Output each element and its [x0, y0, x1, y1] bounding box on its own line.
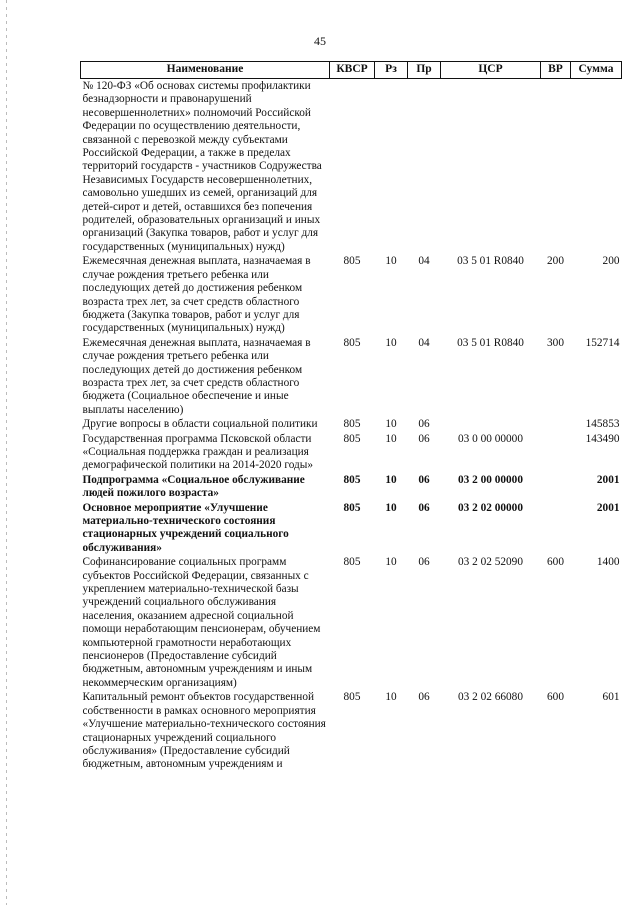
header-csr: ЦСР	[441, 62, 541, 79]
cell-vr: 600	[547, 556, 564, 569]
cell-pr: 06	[418, 556, 430, 569]
header-vr: ВР	[541, 62, 571, 79]
cell-vr	[541, 79, 571, 255]
cell-pr: 06	[418, 418, 430, 431]
cell-csr	[441, 79, 541, 255]
cell-csr	[441, 417, 541, 431]
cell-csr: 03 2 02 00000	[458, 501, 523, 514]
cell-kvsr: 805	[343, 556, 361, 569]
cell-pr: 04	[418, 336, 430, 349]
header-name: Наименование	[81, 62, 330, 79]
cell-sum: 2001	[596, 501, 620, 514]
cell-rz: 10	[385, 336, 397, 349]
cell-pr: 06	[418, 501, 430, 514]
cell-sum: 143490	[585, 432, 620, 445]
cell-kvsr: 805	[343, 432, 361, 445]
cell-csr: 03 2 00 00000	[458, 473, 523, 486]
cell-vr	[541, 432, 571, 473]
cell-kvsr: 805	[343, 336, 361, 349]
cell-sum	[571, 79, 622, 255]
cell-vr: 200	[547, 255, 564, 268]
cell-kvsr	[330, 79, 375, 255]
cell-sum: 145853	[585, 418, 620, 431]
table-row	[81, 432, 622, 473]
header-sum: Сумма	[571, 62, 622, 79]
cell-pr: 06	[418, 432, 430, 445]
cell-csr: 03 0 00 00000	[458, 432, 523, 445]
header-rz: Рз	[375, 62, 408, 79]
cell-rz: 10	[385, 418, 397, 431]
cell-pr: 04	[418, 255, 430, 268]
cell-vr: 300	[547, 336, 564, 349]
cell-name: № 120-ФЗ «Об основах системы профилактики безнадзорности и правонарушений несовершеннолетних» полномочий Российской Федерации по осуществлению деятельности, связанной с перевозкой между субъектами Российской Федерации, а также в пределах территорий государств - участников Содружества Независимых Государств несовершеннолетних, самовольно ушедших из семей, организаций для детей-сирот и детей, оставшихся без попечения родителей, образовательных организаций и иных организаций (Закупка товаров, работ и услуг для государственных (муниципальных) нужд)	[82, 80, 322, 253]
table-header-row	[81, 62, 622, 79]
table-row	[81, 555, 622, 690]
cell-name: Основное мероприятие «Улучшение материально-технического состояния стационарных учреждений социального обслуживания»	[82, 501, 289, 554]
table-row	[81, 690, 622, 771]
table-row	[81, 79, 622, 255]
cell-rz	[375, 79, 408, 255]
cell-name: Государственная программа Псковской области «Социальная поддержка граждан и реализация демографической политики на 2014-2020 годы»	[82, 432, 314, 472]
cell-name: Подпрограмма «Социальное обслуживание людей пожилого возраста»	[82, 473, 305, 500]
table-row	[81, 501, 622, 556]
cell-name: Софинансирование социальных программ субъектов Российской Федерации, связанных с укреплением материально-технической базы учреждений социального обслуживания населения, оказанием адресной социальной помощи неработающим пенсионерам, обучением компьютерной грамотности неработающих пенсионеров (Предоставление субсидий бюджетным, автономным учреждениям и иным некоммерческим организациям)	[82, 556, 321, 689]
header-kvsr: КВСР	[330, 62, 375, 79]
budget-table	[80, 61, 622, 772]
cell-csr: 03 2 02 52090	[458, 556, 523, 569]
cell-kvsr: 805	[343, 691, 361, 704]
cell-sum: 1400	[596, 556, 620, 569]
cell-rz: 10	[385, 255, 397, 268]
cell-sum: 601	[602, 691, 620, 704]
table-row	[81, 336, 622, 417]
cell-vr: 600	[547, 691, 564, 704]
cell-kvsr: 805	[343, 473, 361, 486]
cell-sum: 152714	[585, 336, 620, 349]
cell-rz: 10	[385, 473, 397, 486]
cell-vr	[541, 501, 571, 556]
cell-pr: 06	[418, 691, 430, 704]
cell-rz: 10	[385, 556, 397, 569]
cell-kvsr: 805	[343, 418, 361, 431]
header-pr: Пр	[408, 62, 441, 79]
cell-rz: 10	[385, 691, 397, 704]
table-row	[81, 473, 622, 501]
cell-csr: 03 5 01 R0840	[457, 255, 524, 268]
page-number: 45	[314, 34, 326, 48]
cell-pr: 06	[418, 473, 430, 486]
scan-edge	[6, 0, 7, 905]
cell-vr	[541, 417, 571, 431]
cell-name: Другие вопросы в области социальной политики	[82, 418, 318, 431]
cell-vr	[541, 473, 571, 501]
cell-name: Ежемесячная денежная выплата, назначаемая в случае рождения третьего ребенка или последующих детей до достижения ребенком возраста трех лет, за счет средств областного бюджета (Закупка товаров, работ и услуг для государственных (муниципальных) нужд)	[82, 255, 311, 335]
cell-pr	[408, 79, 441, 255]
cell-name: Капитальный ремонт объектов государственной собственности в рамках основного мероприятия «Улучшение материально-технического состояния стационарных учреждений социального обслуживания» (Предоставление субсидий бюджетным, автономным учреждениям и	[82, 691, 326, 771]
table-row	[81, 254, 622, 335]
cell-sum: 2001	[596, 473, 620, 486]
cell-rz: 10	[385, 432, 397, 445]
cell-kvsr: 805	[343, 501, 361, 514]
table-row	[81, 417, 622, 431]
cell-rz: 10	[385, 501, 397, 514]
cell-sum: 200	[602, 255, 620, 268]
cell-csr: 03 5 01 R0840	[457, 336, 524, 349]
cell-csr: 03 2 02 66080	[458, 691, 523, 704]
cell-kvsr: 805	[343, 255, 361, 268]
table-body	[81, 79, 622, 772]
cell-name: Ежемесячная денежная выплата, назначаемая в случае рождения третьего ребенка или последующих детей до достижения ребенком возраста трех лет, за счет средств областного бюджета (Социальное обеспечение и иные выплаты населению)	[82, 336, 311, 416]
